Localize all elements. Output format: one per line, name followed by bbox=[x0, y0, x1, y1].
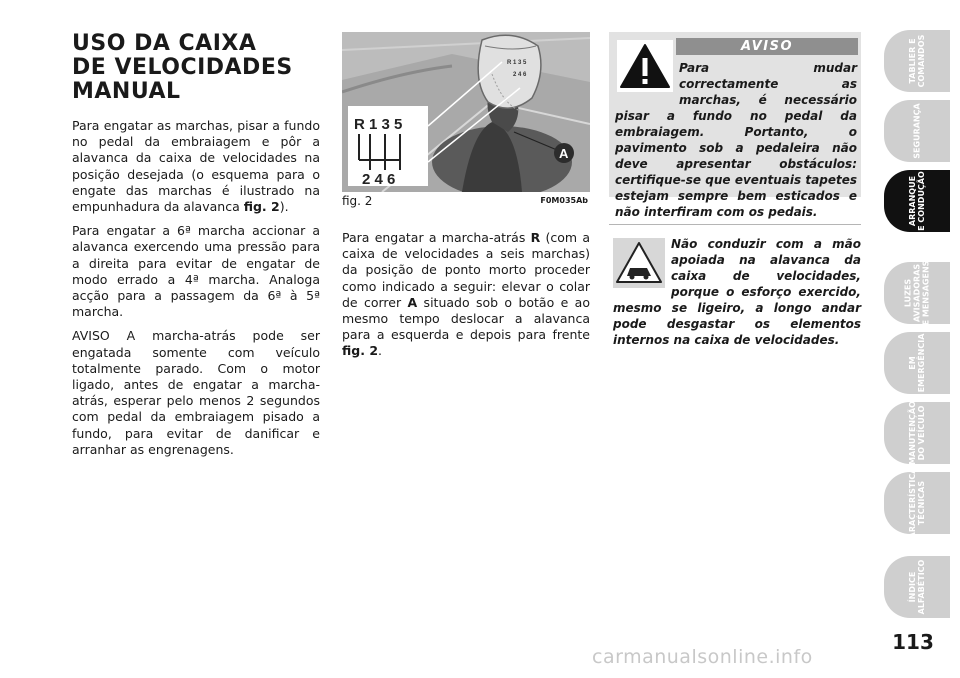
tab-indice-alfabetico[interactable] bbox=[884, 556, 950, 618]
warning-badge: AVISO bbox=[676, 38, 858, 55]
paragraph-reverse-warning: AVISO A marcha-atrás pode ser engatada somente com veículo totalmente parado. Com o motor ligado, antes de engatar a marcha-atrás, esperar pelo menos 2 segundos com pedal da embraiagem pisado a fundo, para evitar de danificar e arranhar as engrenagens. bbox=[72, 328, 320, 457]
tab-label: ÍNDICE ALFABÉTICO bbox=[908, 559, 926, 615]
tab-luzes-avisadoras[interactable] bbox=[884, 262, 950, 324]
figure-code: F0M035Ab bbox=[540, 196, 588, 205]
divider bbox=[609, 224, 861, 225]
page-number: 113 bbox=[892, 630, 934, 654]
callout-a: A bbox=[559, 146, 569, 161]
middle-column bbox=[342, 230, 590, 368]
paragraph-sixth-gear: Para engatar a 6ª marcha accionar a alavanca exercendo uma pressão para a direita para evitar de engatar de modo errado a 4ª marcha. Analoga acção para a passagem da 6ª à 5ª marcha. bbox=[72, 223, 320, 320]
paragraph-text: ). bbox=[279, 199, 289, 215]
warning-text-block bbox=[615, 60, 857, 220]
tab-seguranca[interactable] bbox=[884, 100, 950, 162]
tab-label: SEGURANÇA bbox=[912, 103, 922, 159]
page-title bbox=[72, 32, 332, 104]
tab-label: TABLIER E COMANDOS bbox=[908, 34, 926, 88]
figure-label: fig. 2 bbox=[342, 194, 373, 208]
left-column bbox=[72, 118, 320, 466]
tab-manutencao[interactable] bbox=[884, 402, 950, 464]
note-text-block bbox=[613, 236, 861, 348]
paragraph-reverse-procedure bbox=[342, 230, 590, 360]
reverse-letter: R bbox=[530, 230, 541, 245]
gear-lever-illustration bbox=[342, 32, 590, 192]
figure-reference[interactable]: fig. 2 bbox=[342, 343, 379, 359]
tab-label: EM EMERGÊNCIA bbox=[908, 333, 926, 393]
watermark: carmanualsonline.info bbox=[592, 646, 813, 668]
tab-tablier-comandos[interactable] bbox=[884, 30, 950, 92]
title-line-2: DE VELOCIDADES bbox=[72, 55, 293, 80]
gear-lever-figure bbox=[342, 32, 590, 192]
paragraph-gear-engage bbox=[72, 118, 320, 215]
collar-letter: A bbox=[407, 294, 418, 310]
tab-label: LUZES AVISADORAS E MENSAGENS bbox=[903, 260, 931, 326]
tab-caracteristicas-tecnicas[interactable] bbox=[884, 461, 950, 545]
gear-pattern-bottom: 2 4 6 bbox=[362, 171, 396, 188]
paragraph-text: situado sob o botão e ao mesmo tempo deslocar a alavanca para a esquerda e depois para frente bbox=[342, 294, 590, 343]
warning-text: Para mudar correctamente as marchas, é necessário pisar a fundo no pedal da embraiagem. Portanto, o pavimento sob a pedaleira não deve apresentar obstáculos: certifique-se que eventuais tapetes estejam sempre bem esticados e não interfiram com os pedais. bbox=[615, 61, 857, 219]
note-text: Não conduzir com a mão apoiada na alavanca da caixa de velocidades, porque o esforço exercido, mesmo se ligeiro, a longo andar pode desgastar os elementos internos na caixa de velocidades. bbox=[613, 237, 861, 347]
paragraph-text: Para engatar as marchas, pisar a fundo no pedal da embraiagem e pôr a alavanca da caixa de velocidades na posição desejada (o esquema para o engate das marchas é ilustrado na empunhadura da alavanca bbox=[72, 118, 320, 215]
knob-gear-bottom: 2 4 6 bbox=[513, 72, 527, 78]
title-line-3: MANUAL bbox=[72, 79, 181, 104]
tab-em-emergencia[interactable] bbox=[884, 332, 950, 394]
gear-pattern-top: R 1 3 5 bbox=[354, 116, 403, 133]
tab-arranque-conducao[interactable] bbox=[884, 170, 950, 232]
paragraph-text: (com a caixa de velocidades a seis marchas) da posição de ponto morto proceder como indicado a seguir: elevar o colar de correr bbox=[342, 230, 590, 310]
tab-label: CARACTERÍSTICAS TÉCNICAS bbox=[908, 461, 926, 545]
tab-label: MANUTENÇÃO DO VEÍCULO bbox=[908, 401, 926, 465]
note-box bbox=[609, 232, 861, 362]
knob-gear-top: R 1 3 5 bbox=[507, 60, 527, 66]
paragraph-text: Para engatar a marcha-atrás bbox=[342, 230, 531, 245]
paragraph-text: . bbox=[378, 343, 382, 359]
figure-caption bbox=[342, 194, 590, 210]
tab-label: ARRANQUE E CONDUÇÃO bbox=[908, 171, 926, 231]
warning-box bbox=[609, 32, 861, 219]
figure-reference[interactable]: fig. 2 bbox=[243, 199, 280, 215]
title-line-1: USO DA CAIXA bbox=[72, 31, 257, 56]
